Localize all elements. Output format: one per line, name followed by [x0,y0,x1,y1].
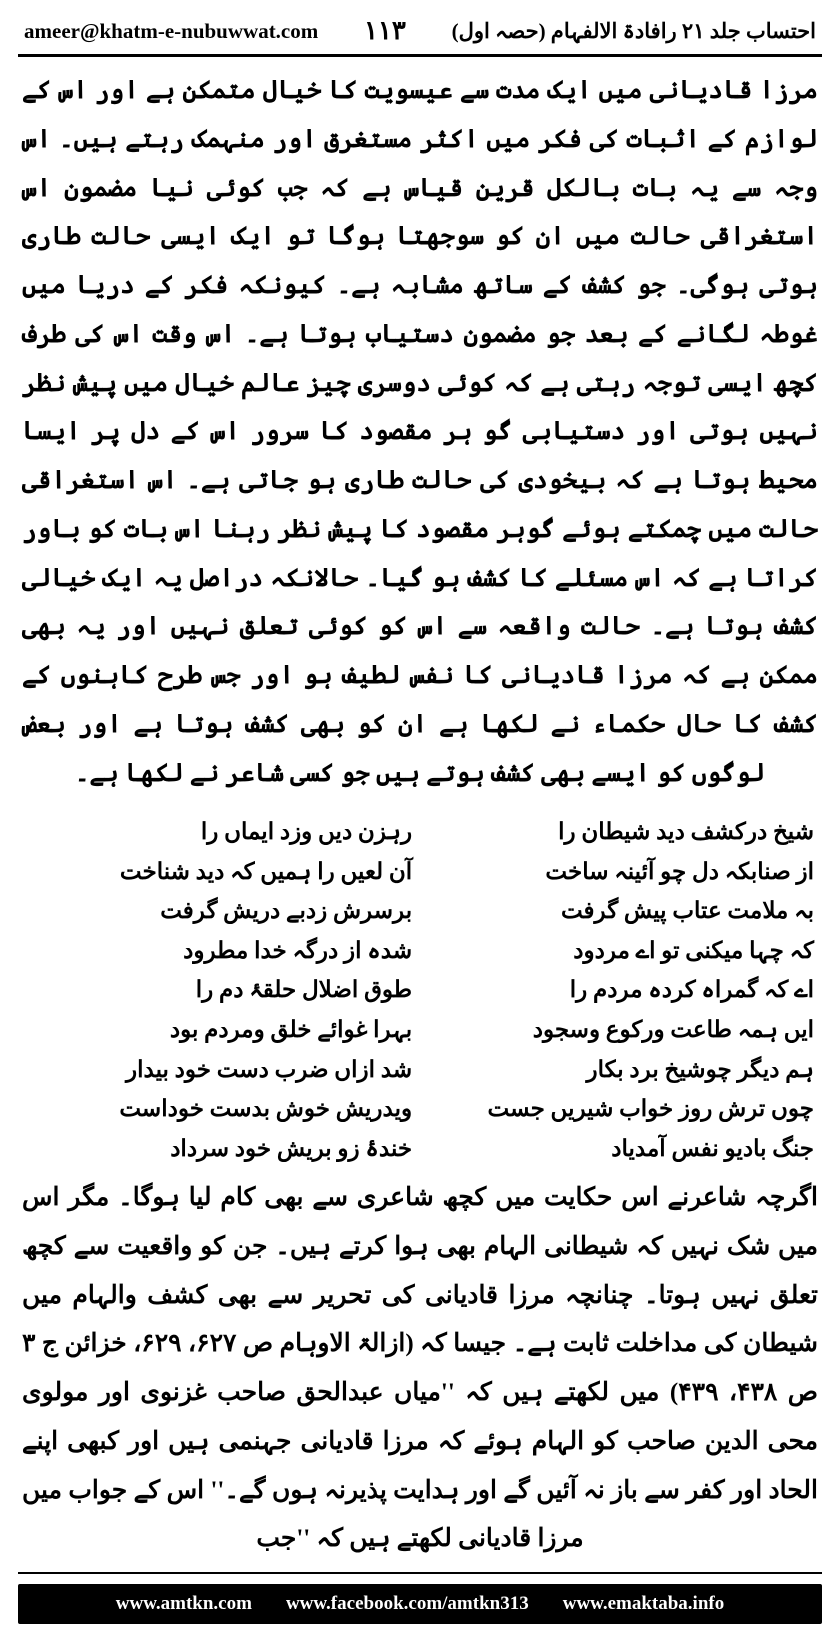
couplet-hemistich-left: شدہ از درگہ خدا مطرود [183,937,413,963]
page-number: ۱۱۳ [363,16,406,45]
couplet-hemistich-right: بہ ملامت عتاب پیش گرفت [560,898,814,924]
footer-link-facebook[interactable]: www.facebook.com/amtkn313 [285,1593,529,1615]
couplet-row [26,970,814,1010]
couplet-hemistich-right: جنگ بادیو نفس آمدیاد [611,1135,814,1161]
footer-links-bar [18,1584,822,1624]
couplet-hemistich-right: شیخ درکشف دید شیطان را [558,819,814,845]
couplet-hemistich-left: شد ازاں ضرب دست خود بیدار [126,1056,413,1082]
couplet-hemistich-left: برسرش زدبے دریش گرفت [160,898,413,924]
footer-link-emaktaba[interactable]: www.emaktaba.info [562,1593,725,1615]
poetry-block [18,812,822,1168]
couplet-row [26,1129,814,1169]
couplet-row [26,1050,814,1090]
couplet-hemistich-left: ویدریش خوش بدست خوداست [119,1096,413,1122]
couplet-hemistich-right: کہ چہا میکنی تو اے مردود [573,937,814,963]
couplet-row [26,1089,814,1129]
couplet-hemistich-right: ایں ہمہ طاعت ورکوع وسجود [532,1016,814,1042]
header-divider [18,54,822,57]
couplet-row [26,1010,814,1050]
couplet-hemistich-left: بہرا غوائے خلق ومردم بود [169,1016,413,1042]
couplet-hemistich-left: رہزن دیں وزد ایماں را [200,819,413,845]
couplet-row [26,852,814,892]
paragraph: اگرچہ شاعرنے اس حکایت میں کچھ شاعری سے بھی کام لیا ہوگا۔ مگر اس میں شک نہیں کہ شیطانی الہام بھی ہوا کرتے ہیں۔ جن کو واقعیت سے کچھ تعلق نہیں ہوتا۔ چنانچہ مرزا قادیانی کی تحریر سے بھی کشف والہام میں شیطان کی مداخلت ثابت ہے۔ جیسا کہ (ازالۃ الاوہام ص ۶۲۷، ۶۲۹، خزائن ج ۳ ص ۴۳۸، ۴۳۹) میں لکھتے ہیں کہ ''میاں عبدالحق صاحب غزنوی اور مولوی محی الدین صاحب کو الہام ہوئے کہ مرزا قادیانی جہنمی ہیں اور کبھی اپنے الحاد اور کفر سے باز نہ آئیں گے اور ہدایت پذیرنہ ہوں گے۔'' اس کے جواب میں مرزا قادیانی لکھتے ہیں کہ ''جب [22,1184,819,1553]
couplet-hemistich-right: اے کہ گمراہ کردہ مردم را [569,977,814,1003]
couplet-hemistich-right: ہم دیگر چوشیخ برد بکار [586,1056,814,1082]
header-email: ameer@khatm-e-nubuwwat.com [24,18,319,43]
couplet-hemistich-left: آن لعیں را ہمیں کہ دید شناخت [119,858,413,884]
footer-link-website[interactable]: www.amtkn.com [115,1593,252,1615]
couplet-hemistich-left: طوق اضلال حلقۂ دم را [195,977,413,1003]
couplet-hemistich-right: از صنابکہ دل چو آئینہ ساخت [545,858,814,884]
footer-divider [18,1572,822,1574]
couplet-hemistich-right: چوں ترش روز خواب شیریں جست [487,1096,814,1122]
couplet-row [26,812,814,852]
body-text-block [18,67,822,800]
couplet-hemistich-left: خندۂ زو بریش خود سرداد [170,1135,413,1161]
page-footer-area [18,1566,822,1632]
page-header [18,10,822,48]
body-text-block-after [18,1174,822,1566]
couplet-row [26,891,814,931]
couplet-row [26,931,814,971]
header-book-title: احتساب جلد ۲۱ رافادۃ الالفہام (حصہ اول) [451,18,816,43]
paragraph: مرزا قادیانی میں ایک مدت سے عیسویت کا خیال متمکن ہے اور اس کے لوازم کے اثبات کی فکر میں اکثر مستغرق اور منہمک رہتے ہیں۔ اس وجہ سے یہ بات بالکل قرین قیاس ہے کہ جب کوئی نیا مضمون اس استغراقی حالت میں ان کو سوجھتا ہوگا تو ایک ایسی حالت طاری ہوتی ہوگی۔ جو کشف کے ساتھ مشابہ ہے۔ کیونکہ فکر کے دریا میں غوطہ لگانے کے بعد جو مضمون دستیاب ہوتا ہے۔ اس وقت اس کی طرف کچھ ایسی توجہ رہتی ہے کہ کوئی دوسری چیز عالم خیال میں پیش نظر نہیں ہوتی اور دستیابی گو ہر مقصود کا سرور اس کے دل پر ایسا محیط ہوتا ہے کہ بیخودی کی حالت طاری ہو جاتی ہے۔ اس استغراقی حالت میں چمکتے ہوئے گوہر مقصود کا پیش نظر رہنا اس بات کو باور کراتا ہے کہ اس مسئلے کا کشف ہو گیا۔ حالانکہ دراصل یہ ایک خیالی کشف ہوتا ہے۔ حالت واقعہ سے اس کو کوئی تعلق نہیں اور یہ بھی ممکن ہے کہ مرزا قادیانی کا نفس لطیف ہو اور جس طرح کاہنوں کے کشف کا حال حکماء نے لکھا ہے ان کو بھی کشف ہوتا ہے اور بعض لوگوں کو ایسے بھی کشف ہوتے ہیں جو کسی شاعر نے لکھا ہے۔ [22,77,818,787]
